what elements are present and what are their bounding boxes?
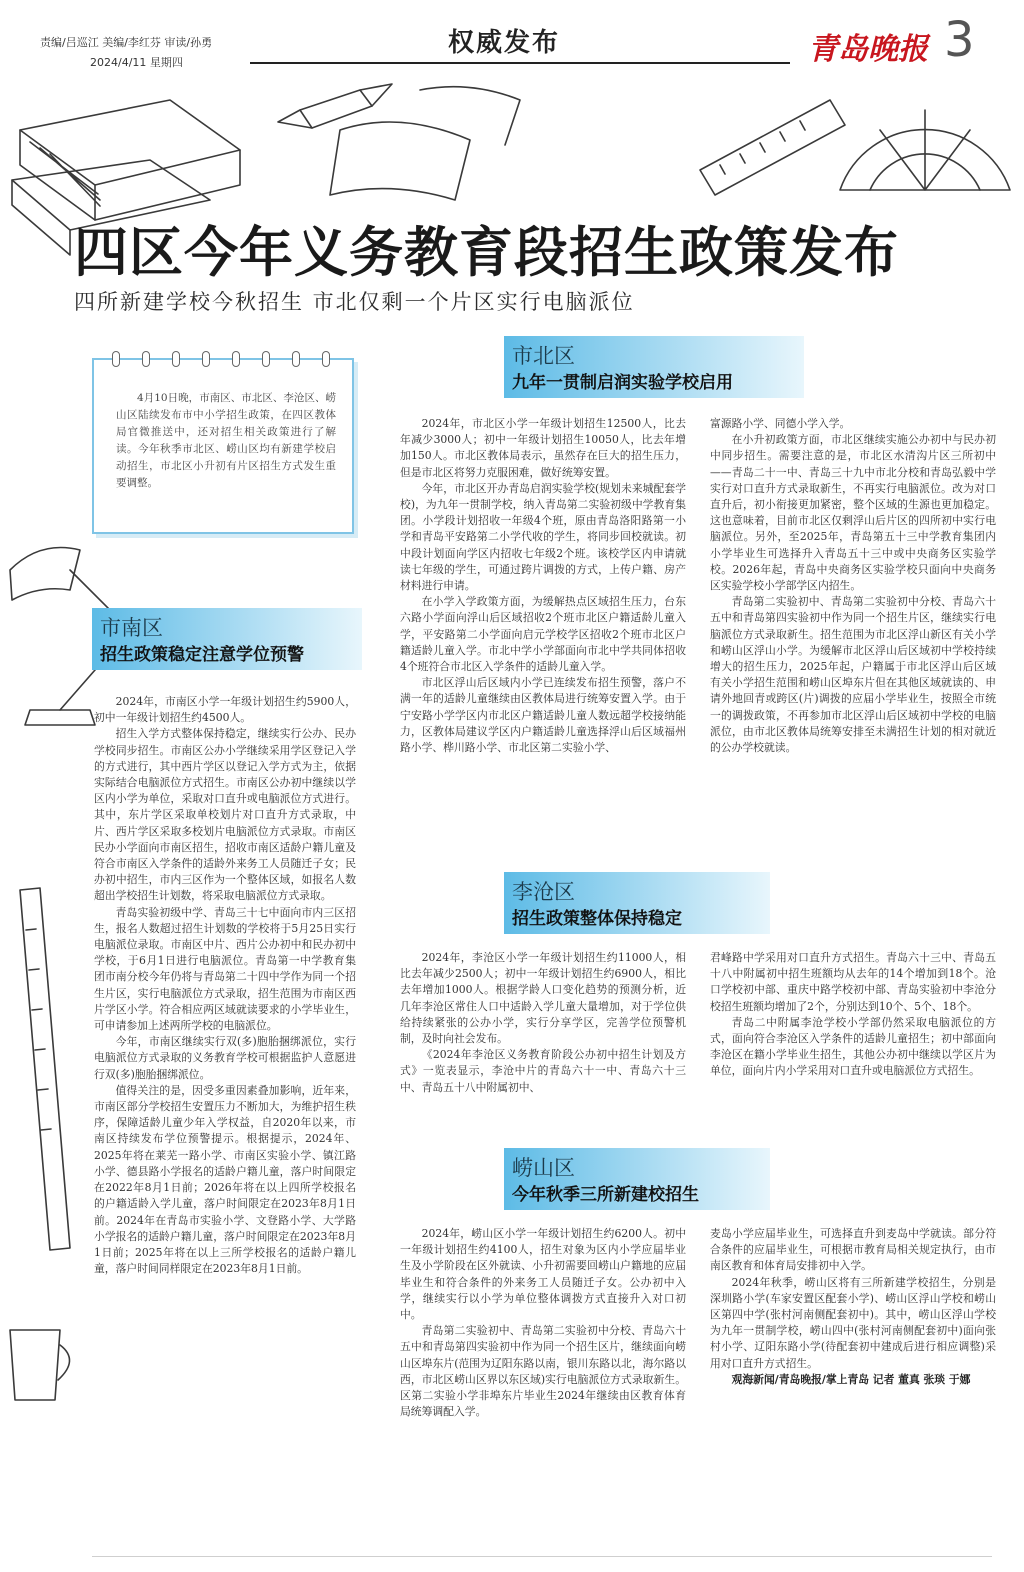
- binder-ring-icon: [262, 351, 270, 367]
- article-column-shinan: [94, 694, 356, 1484]
- section-header-shinan: [92, 608, 362, 670]
- binder-ring-icon: [142, 351, 150, 367]
- header-rule: [250, 62, 790, 64]
- page-number: 3: [944, 12, 975, 68]
- ruler-doodle-icon: [20, 888, 70, 1250]
- section-headline: 招生政策整体保持稳定: [512, 909, 682, 929]
- paragraph: 《2024年李沧区义务教育阶段公办初中招生计划及方式》一览表显示，李沧中片的青岛六十一中、青岛六十三中、青岛五十八中附属初中、: [400, 1048, 686, 1094]
- paragraph: 2024年，李沧区小学一年级计划招生约11000人，相比去年减少2500人；初中一年级计划招生约6900人，相比去年增加1000人。根据学龄人口变化趋势的预测分析，近几年李沧区常住人口中适龄入学儿童大量增加，对于学位供给持续紧张的公办小学，实行分享学区，完善学位预警机制，及时向社会发布。: [400, 951, 686, 1046]
- article-byline: 观海新闻/青岛晚报/掌上青岛 记者 董真 张琰 于娜: [731, 1372, 971, 1386]
- section-title: 权威发布: [448, 28, 561, 58]
- paragraph: 今年，市南区继续实行双(多)胞胎捆绑派位，实行电脑派位方式录取的义务教育学校可根据监护人意愿进行双(多)胞胎捆绑派位。: [94, 1035, 356, 1081]
- paper-doodle-icon: [330, 87, 520, 200]
- footer-rule: [92, 1556, 992, 1557]
- main-headline: 四区今年义务教育段招生政策发布: [74, 221, 899, 284]
- paragraph: 在小学入学政策方面，为缓解热点区域招生压力，台东六路小学面向浮山后区域招收2个班市北区户籍适龄儿童入学，平安路第二小学面向启元学校学区招收2个班市北区户籍适龄儿童入学。市北中学小学部面向市北中学共同体招收4个班符合市北区入学条件的适龄儿童入学。: [400, 595, 686, 674]
- paragraph: 2024年，市北区小学一年级计划招生12500人，比去年减少3000人；初中一年级计划招生10050人，比去年增加150人。市北区教体局表示，虽然存在巨大的招生压力，但是市北区将努力克服困难，做好统筹安置。: [400, 417, 686, 479]
- paragraph: 在小升初政策方面，市北区继续实施公办初中与民办初中同步招生。需要注意的是，市北区水清沟片区三所初中——青岛二十一中、青岛三十九中市北分校和青岛弘毅中学实行对口直升方式录取新生，不再实行电脑派位。改为对口直升后，初小衔接更加紧密，整个区域的生源也更加稳定。这也意味着，目前市北区仅剩浮山后片区的四所初中实行电脑派位。另外，至2025年，青岛第五十三中学教育集团内小学毕业生可选择升入青岛五十三中或中央商务区实验学校。2026年起，青岛中央商务区实验学校只面向中央商务区实验学校小学部学区内招生。: [710, 433, 996, 593]
- paragraph: 富源路小学、同德小学入学。: [710, 417, 851, 430]
- newspaper-logo: 青岛晚报: [808, 32, 928, 67]
- section-headline: 招生政策稳定注意学位预警: [100, 645, 304, 665]
- binder-ring-icon: [292, 351, 300, 367]
- article-column-licang-left: [400, 950, 686, 1136]
- article-column-laoshan-right: [710, 1226, 996, 1476]
- protractor-doodle-icon: [700, 100, 1010, 195]
- cup-doodle-icon: [10, 1330, 70, 1400]
- paragraph: 招生入学方式整体保持稳定，继续实行公办、民办学校同步招生。市南区公办小学继续采用学区登记入学的方式进行，其中西片学区以登记入学方式为主，依据实际结合电脑派位方式招生。市南区公办初中继续以学区内小学为单位，采取对口直升或电脑派位方式进行。其中，东片学区采取单校划片对口直升方式录取，中片、西片学区采取多校划片电脑派位方式录取。市南区民办小学面向市南区招生，招收市南区适龄户籍儿童及符合市南区入学条件的适龄外来务工人员随迁子女；民办初中招生，市内三区作为一个整体区域，如报名人数超出学校招生计划数，将采取电脑派位方式录取。: [94, 727, 356, 903]
- paragraph: 麦岛小学应届毕业生，可选择直升到麦岛中学就读。部分符合条件的应届毕业生，可根据市教育局相关规定执行，由市南区教育和体育局安排初中入学。: [710, 1227, 996, 1273]
- pencil-doodle-icon: [278, 84, 392, 128]
- paragraph: 青岛第二实验初中、青岛第二实验初中分校、青岛六十五中和青岛第四实验初中作为同一个招生片区，继续实行电脑派位方式录取新生。招生范围为市北区浮山新区有关小学和崂山区浮山小学。为缓解市北区浮山后区域初中学校持续增大的招生压力，2025年起，户籍属于市北区浮山后区域有关小学招生范围和崂山区埠东片但在其他区域就读的、申请外地回青或跨区(片)调拨的应届小学毕业生，按照全市统一的调拨政策，不再参加市北区浮山后区域初中学校的电脑派位，由市北区教体局统筹安排至未满招生计划的相对就近的公办学校就读。: [710, 595, 996, 755]
- article-column-shibei-left: [400, 416, 686, 848]
- paragraph: 青岛二中附属李沧学校小学部仍然采取电脑派位的方式，面向符合李沧区入学条件的适龄儿童招生；初中部面向李沧区在籍小学毕业生招生，其他公办初中继续以学区片为单位，面向片内小学采用对口直升或电脑派位方式招生。: [710, 1015, 996, 1078]
- binder-ring-icon: [322, 351, 330, 367]
- article-column-licang-right: [710, 950, 996, 1136]
- binder-ring-icon: [172, 351, 180, 367]
- paragraph: 今年，市北区开办青岛启润实验学校(规划未来城配套学校)，为九年一贯制学校，纳入青岛第二实验初级中学教育集团。小学段计划招收一年级4个班，原由青岛洛阳路第一小学和青岛平安路第二小学代收的学生，将同步回校就读。初中段计划面向学区内招收七年级2个班。该校学区内申请就读七年级的学生，可通过跨片调拨的方式，上传户籍、房产材料进行申请。: [400, 481, 686, 593]
- sub-headline: 四所新建学校今秋招生 市北仅剩一个片区实行电脑派位: [74, 290, 635, 314]
- paragraph: 青岛第二实验初中、青岛第二实验初中分校、青岛六十五中和青岛第四实验初中作为同一个招生区片，继续面向崂山区埠东片(范围为辽阳东路以南，银川东路以北，海尔路以西，市北区崂山区界以东区域)实行电脑派位方式录取新生。区第二实验小学非埠东片毕业生2024年继续由区教育体育局统筹调配入学。: [400, 1324, 686, 1419]
- page-header: [0, 0, 1024, 70]
- paragraph: 2024年，崂山区小学一年级计划招生约6200人。初中一年级计划招生约4100人，招生对象为区内小学应届毕业生及小学阶段在区外就读、小升初需要回崂山户籍地的应届毕业生和符合条件的外来务工人员随迁子女。公办初中入学，继续实行以小学为单位整体调拨方式直接升入对口初中。: [400, 1227, 686, 1322]
- intro-notebook-box: [92, 358, 354, 534]
- binder-ring-icon: [112, 351, 120, 367]
- section-headline: 九年一贯制启润实验学校启用: [512, 373, 733, 393]
- district-name: 李沧区: [512, 880, 575, 904]
- section-headline: 今年秋季三所新建校招生: [512, 1185, 699, 1205]
- article-column-laoshan-left: [400, 1226, 686, 1476]
- section-header-laoshan: [504, 1148, 770, 1210]
- district-name: 市南区: [100, 616, 163, 640]
- section-header-shibei: [504, 336, 804, 398]
- binder-ring-icon: [202, 351, 210, 367]
- article-column-shibei-right: [710, 416, 996, 848]
- editor-credits: 责编/吕巡江 美编/李红芬 审读/孙勇: [40, 36, 213, 49]
- intro-text: 4月10日晚，市南区、市北区、李沧区、崂山区陆续发布市中小学招生政策，在四区教体局官微推送中，还对招生相关政策进行了解读。今年秋季市北区、崂山区均有新建学校启动招生，市北区小升初有片区招生方式发生重要调整。: [116, 392, 336, 489]
- binder-ring-icon: [232, 351, 240, 367]
- section-header-licang: [504, 872, 770, 934]
- paragraph: 值得关注的是，因受多重因素叠加影响，近年来，市南区部分学校招生安置压力不断加大，为维护招生秩序，保障适龄儿童少年入学权益，自2020年以来，市南区持续发布学位预警提示。根据提示，2024年、2025年将在莱芜一路小学、市南区实验小学、镇江路小学、德县路小学报名的适龄户籍儿童，落户时间限定在2022年8月1日前；2026年将在以上四所学校报名的户籍适龄入学儿童，落户时间限定在2023年8月1日前。2024年在青岛市实验小学、文登路小学、大学路小学报名的适龄户籍儿童，落户时间限定在2023年8月1日前；2025年将在以上三所学校报名的适龄户籍儿童，落户时间同样限定在2023年8月1日前。: [94, 1083, 356, 1276]
- paragraph: 君峰路中学采用对口直升方式招生。青岛六十三中、青岛五十八中附属初中招生班额均从去年的14个增加到18个。沧口学校初中部、重庆中路学校初中部、青岛实验初中李沧分校招生班额均增加了2个，分别达到10个、5个、18个。: [710, 951, 996, 1013]
- paragraph: 2024年秋季，崂山区将有三所新建学校招生，分别是深圳路小学(车家安置区配套小学)、崂山区浮山学校和崂山区第四中学(张村河南侧配套初中)。其中，崂山区浮山学校为九年一贯制学校，崂山四中(张村河南侧配套初中)面向张村小学、辽阳东路小学(待配套初中建成后进行相应调整)采用对口直升方式招生。: [710, 1275, 996, 1370]
- district-name: 市北区: [512, 344, 575, 368]
- publish-date: 2024/4/11 星期四: [90, 56, 183, 69]
- paragraph: 市北区浮山后区域内小学已连续发布招生预警，落户不满一年的适龄儿童继续由区教体局进行统筹安置入学。由于宁安路小学学区内市北区户籍适龄儿童人数远超学校接纳能力，区教体局建议学区内户籍适龄儿童选择浮山后区域福州路小学、桦川路小学、市北区第二实验小学、: [400, 676, 686, 755]
- paragraph: 2024年，市南区小学一年级计划招生约5900人，初中一年级计划招生约4500人。: [94, 695, 356, 725]
- paragraph: 青岛实验初级中学、青岛三十七中面向市内三区招生，报名人数超过招生计划数的学校将于5月25日实行电脑派位录取。市南区中片、西片公办初中和民办初中学校，于6月1日进行电脑派位。青岛第一中学教育集团市南分校今年仍将与青岛第二十四中学作为同一个招生片区，实行电脑派位方式录取，招生范围为市南区西片学区小学。符合相应两区域就读要求的小学毕业生，可申请参加上述两所学校的电脑派位。: [94, 905, 356, 1033]
- district-name: 崂山区: [512, 1156, 575, 1180]
